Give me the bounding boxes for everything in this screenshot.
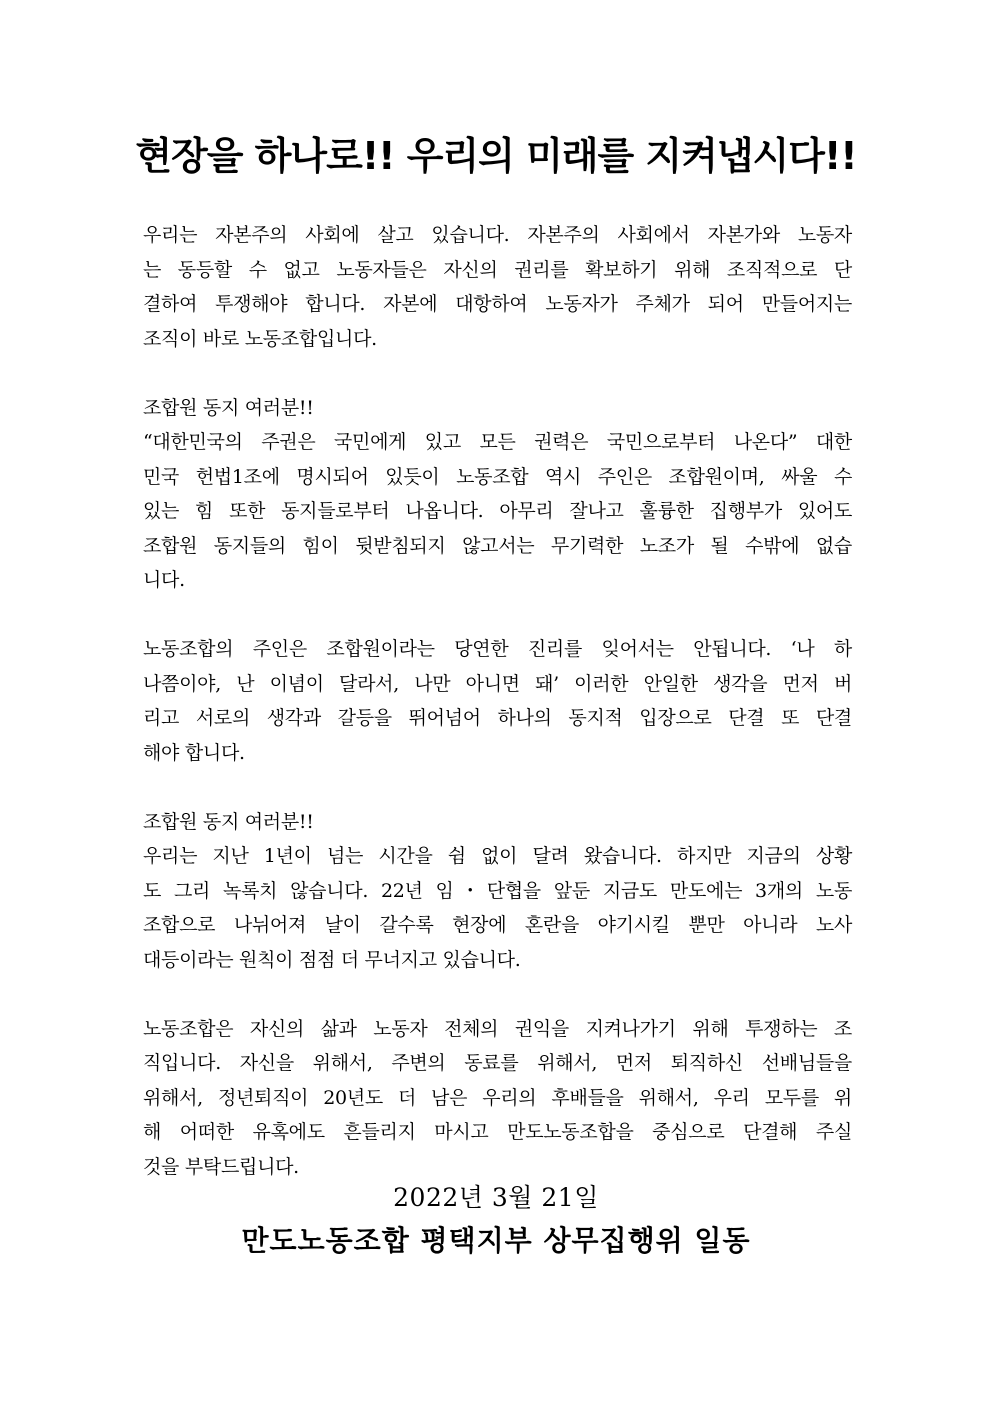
- paragraph-line: 조합원 동지들의 힘이 뒷받침되지 않고서는 무기력한 노조가 될 수밖에 없습: [143, 534, 852, 557]
- paragraph-situation: [143, 805, 852, 978]
- paragraph-appeal: [143, 1012, 852, 1185]
- paragraph-line: 결하여 투쟁해야 합니다. 자본에 대항하여 노동자가 주체가 되어 만들어지는: [143, 293, 852, 315]
- paragraph-line: 조합으로 나뉘어져 날이 갈수록 현장에 혼란을 야기시킬 뿐만 아니라 노사: [143, 914, 852, 936]
- paragraph-line: 도 그리 녹록치 않습니다. 22년 임・단협을 앞둔 지금도 만도에는 3개의 노동: [143, 879, 852, 902]
- paragraph-line: 조합원 동지 여러분!!: [143, 810, 314, 833]
- paragraph-line: 노동조합은 자신의 삶과 노동자 전체의 권익을 지켜나가기 위해 투쟁하는 조: [143, 1017, 852, 1040]
- paragraph-line: 우리는 자본주의 사회에 살고 있습니다. 자본주의 사회에서 자본가와 노동자: [143, 224, 852, 246]
- document-date: 2022년 3월 21일: [393, 1183, 599, 1212]
- paragraph-line: 대등이라는 원칙이 점점 더 무너지고 있습니다.: [143, 948, 521, 971]
- paragraph-line: 조합원 동지 여러분!!: [143, 396, 314, 419]
- paragraph-line: 것을 부탁드립니다.: [143, 1155, 299, 1178]
- document-signature: 만도노동조합 평택지부 상무집행위 일동: [241, 1224, 751, 1257]
- paragraph-line: 나쯤이야, 난 이념이 달라서, 나만 아니면 돼’ 이러한 안일한 생각을 먼저 버: [143, 672, 852, 695]
- paragraph-line: 해야 합니다.: [143, 741, 245, 764]
- paragraph-line: “대한민국의 주권은 국민에게 있고 모든 권력은 국민으로부터 나온다” 대한: [143, 431, 852, 453]
- paragraph-line: 있는 힘 또한 동지들로부터 나옵니다. 아무리 잘나고 훌륭한 집행부가 있어도: [143, 500, 852, 522]
- paragraph-ownership: [143, 632, 852, 770]
- paragraph-line: 우리는 지난 1년이 넘는 시간을 쉼 없이 달려 왔습니다. 하지만 지금의 상황: [143, 845, 852, 867]
- document-title: 현장을 하나로!! 우리의 미래를 지켜냅시다!!: [135, 134, 857, 178]
- paragraph-line: 리고 서로의 생각과 갈등을 뛰어넘어 하나의 동지적 입장으로 단결 또 단결: [143, 707, 852, 729]
- document-body: [143, 218, 852, 1219]
- paragraph-constitution: [143, 391, 852, 598]
- paragraph-line: 직입니다. 자신을 위해서, 주변의 동료를 위해서, 먼저 퇴직하신 선배님들을: [143, 1052, 852, 1074]
- paragraph-line: 해 어떠한 유혹에도 흔들리지 마시고 만도노동조합을 중심으로 단결해 주실: [143, 1121, 852, 1143]
- paragraph-capitalism: [143, 218, 852, 356]
- paragraph-line: 는 동등할 수 없고 노동자들은 자신의 권리를 확보하기 위해 조직적으로 단: [143, 258, 852, 281]
- paragraph-line: 니다.: [143, 569, 185, 591]
- paragraph-line: 노동조합의 주인은 조합원이라는 당연한 진리를 잊어서는 안됩니다. ‘나 하: [143, 638, 852, 660]
- paragraph-line: 위해서, 정년퇴직이 20년도 더 남은 우리의 후배들을 위해서, 우리 모두를 위: [143, 1086, 852, 1109]
- paragraph-line: 조직이 바로 노동조합입니다.: [143, 327, 377, 350]
- paragraph-line: 민국 헌법1조에 명시되어 있듯이 노동조합 역시 주인은 조합원이며, 싸울 수: [143, 465, 852, 488]
